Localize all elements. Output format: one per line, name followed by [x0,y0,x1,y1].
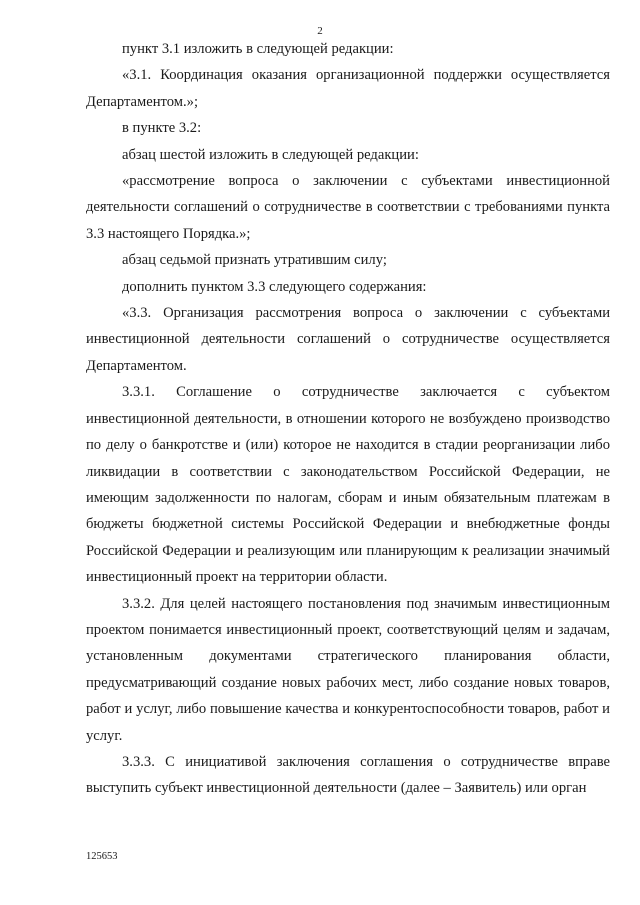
paragraph: дополнить пунктом 3.3 следующего содержания: [122,278,427,295]
paragraph: абзац седьмой признать утратившим силу; [122,252,387,269]
paragraph: 3.3.1. Соглашение о сотрудничестве заключается с субъектом инвестиционной деятельности, в отношении которого не возбуждено производство по делу о банкротстве и (или) которое не находится в стадии реорганизации либо ликвидации в соответствии с законодательством Российской Федерации, не имеющим задолженности по налогам, сборам и иным обязательным платежам в бюджеты бюджетной системы Российской Федерации и внебюджетные фонды Российской Федерации и реализующим или планирующим к реализации значимый инвестиционный проект на территории области. [86,384,610,586]
document-footer-code: 125653 [86,851,118,862]
paragraph: 3.3.2. Для целей настоящего постановления под значимым инвестиционным проектом понимается инвестиционный проект, соответствующий целям и задачам, установленным документами стратегического планирования области, предусматривающий создание новых рабочих мест, либо создание новых товаров, работ и услуг, либо повышение качества и конкурентоспособности товаров, работ и услуг. [86,595,610,744]
paragraph: «3.3. Организация рассмотрения вопроса о заключении с субъектами инвестиционной деятельности соглашений о сотрудничестве осуществляется Департаментом. [86,305,610,374]
paragraph: пункт 3.1 изложить в следующей редакции: [122,41,394,57]
document-body [86,36,610,802]
paragraph: абзац шестой изложить в следующей редакции: [122,146,419,163]
paragraph: «3.1. Координация оказания организационной поддержки осуществляется Департаментом.»; [86,67,610,110]
paragraph: 3.3.3. С инициативой заключения соглашения о сотрудничестве вправе выступить субъект инвестиционной деятельности (далее – Заявитель) или орган [86,753,610,797]
page-number: 2 [317,25,323,37]
paragraph: в пункте 3.2: [122,120,202,137]
paragraph: «рассмотрение вопроса о заключении с субъектами инвестиционной деятельности соглашений о сотрудничестве в соответствии с требованиями пункта 3.3 настоящего Порядка.»; [86,173,610,242]
